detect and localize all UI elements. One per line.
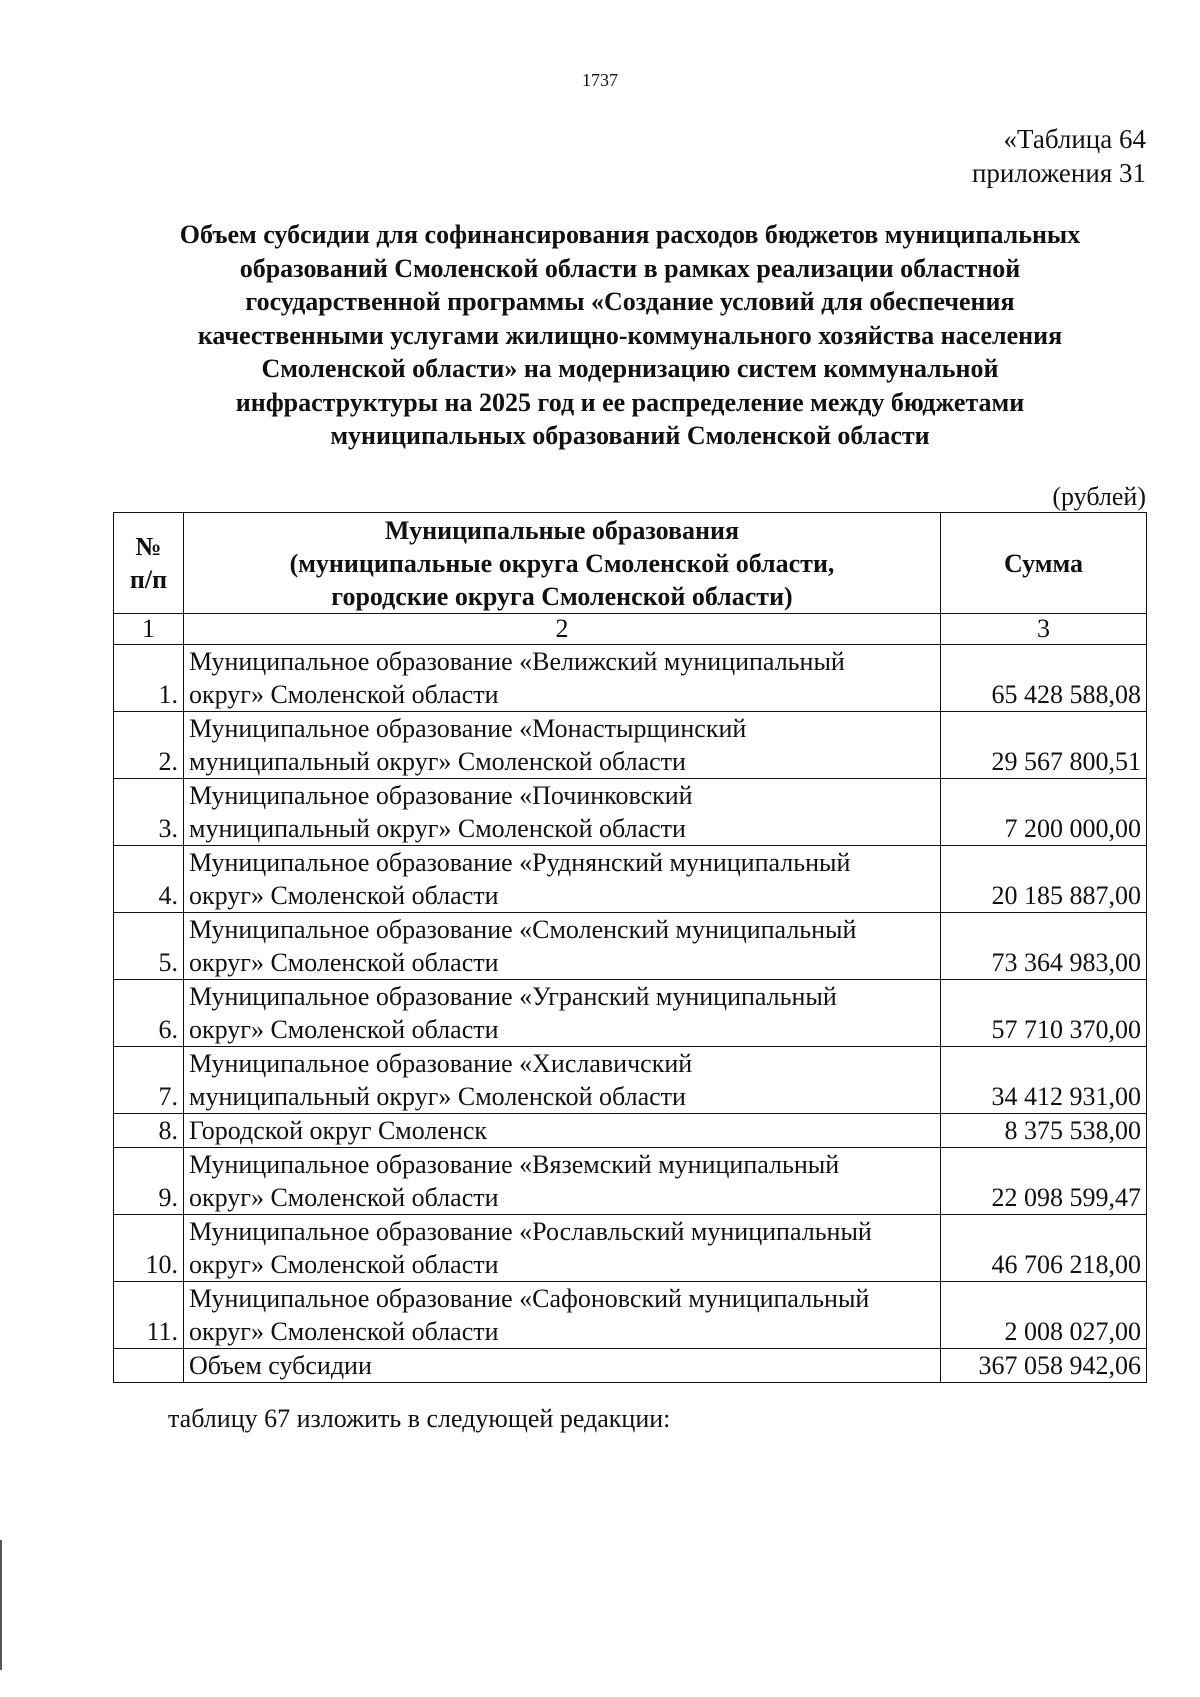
header-number-line2: п/п — [129, 565, 168, 594]
table-row — [114, 1148, 1147, 1215]
municipality-line2: округ» Смоленской области — [189, 881, 499, 910]
footer-note: таблицу 67 изложить в следующей редакции: — [168, 1404, 671, 1433]
row-sum: 29 567 800,51 — [941, 712, 1147, 779]
table-reference-line1: «Таблица 64 — [1003, 124, 1146, 154]
table-reference — [972, 122, 1146, 190]
table-row — [114, 1282, 1147, 1349]
table-header-row — [114, 513, 1147, 614]
header-municipality-line1: Муниципальные образования — [384, 515, 740, 545]
row-sum: 22 098 599,47 — [941, 1148, 1147, 1215]
municipality-line1: Муниципальное образование «Руднянский муниципальный — [189, 848, 851, 877]
header-number — [114, 513, 184, 614]
row-number: 7. — [114, 1047, 184, 1114]
municipality-line1: Муниципальное образование «Починковский — [189, 781, 693, 810]
column-index: 3 — [941, 614, 1147, 645]
table-row — [114, 913, 1147, 980]
municipality-line2: округ» Смоленской области — [189, 948, 499, 977]
row-number: 9. — [114, 1148, 184, 1215]
title-line: инфраструктуры на 2025 год и ее распределение между бюджетами — [235, 387, 1025, 417]
title-line: качественными услугами жилищно-коммунального хозяйства населения — [197, 320, 1063, 350]
row-number: 4. — [114, 846, 184, 913]
header-municipality-line2: (муниципальные округа Смоленской области, — [289, 548, 835, 578]
municipality-line1: Муниципальное образование «Угранский муниципальный — [189, 982, 837, 1011]
total-sum: 367 058 942,06 — [941, 1349, 1147, 1383]
subsidy-table — [113, 512, 1147, 1383]
table-row — [114, 846, 1147, 913]
municipality-line1: Муниципальное образование «Велижский муниципальный — [189, 647, 845, 676]
row-municipality — [184, 1282, 941, 1349]
row-municipality — [184, 1047, 941, 1114]
title-line: образований Смоленской области в рамках реализации областной — [239, 253, 1021, 283]
header-sum: Сумма — [941, 513, 1147, 614]
municipality-line1: Муниципальное образование «Смоленский муниципальный — [189, 915, 857, 944]
row-municipality — [184, 1148, 941, 1215]
header-municipality — [184, 513, 941, 614]
municipality-line2: округ» Смоленской области — [189, 680, 499, 709]
row-number: 10. — [114, 1215, 184, 1282]
title-line: Объем субсидии для софинансирования расходов бюджетов муниципальных — [179, 220, 1081, 249]
header-municipality-line3: городские округа Смоленской области) — [331, 581, 793, 611]
units-label: (рублей) — [1052, 482, 1146, 511]
row-number: 1. — [114, 645, 184, 712]
municipality-line2: округ» Смоленской области — [189, 1317, 499, 1346]
page-number: 1737 — [582, 70, 618, 90]
row-municipality — [184, 779, 941, 846]
municipality-line2: муниципальный округ» Смоленской области — [189, 1082, 686, 1111]
header-number-line1: № — [135, 532, 162, 561]
row-sum: 8 375 538,00 — [941, 1114, 1147, 1148]
municipality-line2: округ» Смоленской области — [189, 1183, 499, 1212]
row-sum: 57 710 370,00 — [941, 980, 1147, 1047]
table-row — [114, 1047, 1147, 1114]
row-sum: 34 412 931,00 — [941, 1047, 1147, 1114]
municipality-line2: муниципальный округ» Смоленской области — [189, 814, 686, 843]
municipality-line2: округ» Смоленской области — [189, 1250, 499, 1279]
row-sum: 65 428 588,08 — [941, 645, 1147, 712]
municipality-line1: Городской округ Смоленск — [189, 1116, 487, 1145]
total-label: Объем субсидии — [184, 1349, 941, 1383]
table-row — [114, 645, 1147, 712]
total-number-empty — [114, 1349, 184, 1383]
row-municipality — [184, 645, 941, 712]
row-number: 5. — [114, 913, 184, 980]
municipality-line2: муниципальный округ» Смоленской области — [189, 747, 686, 776]
municipality-line1: Муниципальное образование «Монастырщинский — [189, 714, 747, 743]
column-index: 1 — [114, 614, 184, 645]
row-municipality — [184, 1215, 941, 1282]
row-sum: 7 200 000,00 — [941, 779, 1147, 846]
row-municipality — [184, 1114, 941, 1148]
title-line: государственной программы «Создание условий для обеспечения — [245, 287, 1015, 316]
row-number: 3. — [114, 779, 184, 846]
row-sum: 20 185 887,00 — [941, 846, 1147, 913]
municipality-line1: Муниципальное образование «Вяземский муниципальный — [189, 1150, 840, 1179]
table-row — [114, 779, 1147, 846]
municipality-line1: Муниципальное образование «Хиславичский — [189, 1049, 693, 1078]
row-sum: 46 706 218,00 — [941, 1215, 1147, 1282]
row-municipality — [184, 712, 941, 779]
table-row — [114, 1215, 1147, 1282]
row-municipality — [184, 913, 941, 980]
row-number: 11. — [114, 1282, 184, 1349]
title-line: муниципальных образований Смоленской области — [330, 421, 930, 450]
municipality-line1: Муниципальное образование «Сафоновский муниципальный — [189, 1284, 870, 1313]
column-index: 2 — [184, 614, 941, 645]
total-row — [114, 1349, 1147, 1383]
table-row — [114, 980, 1147, 1047]
municipality-line2: округ» Смоленской области — [189, 1015, 499, 1044]
document-title — [110, 218, 1150, 453]
table-row — [114, 1114, 1147, 1148]
municipality-line1: Муниципальное образование «Рославльский муниципальный — [189, 1217, 872, 1246]
column-index-row — [114, 614, 1147, 645]
row-number: 8. — [114, 1114, 184, 1148]
table-row — [114, 712, 1147, 779]
title-line: Смоленской области» на модернизацию систем коммунальной — [261, 354, 999, 383]
row-municipality — [184, 846, 941, 913]
scan-margin-line — [0, 1540, 2, 1670]
row-number: 2. — [114, 712, 184, 779]
row-number: 6. — [114, 980, 184, 1047]
row-sum: 73 364 983,00 — [941, 913, 1147, 980]
row-municipality — [184, 980, 941, 1047]
table-reference-line2: приложения 31 — [971, 158, 1146, 188]
row-sum: 2 008 027,00 — [941, 1282, 1147, 1349]
